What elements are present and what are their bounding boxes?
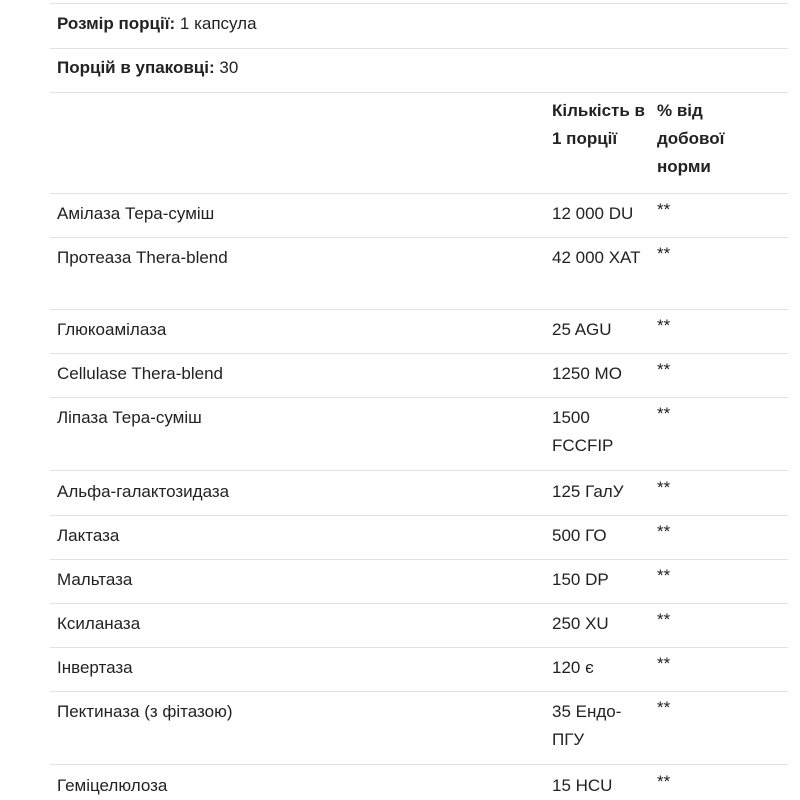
table-row [50,237,788,310]
serving-size-cell [57,10,257,38]
nutrient-name: Cellulase Thera-blend [57,364,224,383]
table-row [50,764,788,800]
nutrient-amount: 125 ГалУ [552,482,624,501]
column-header-row [50,92,788,194]
nutrient-name: Ліпаза Тера-суміш [57,408,202,427]
table-row [50,559,788,604]
nutrient-daily-value: ** [657,360,671,379]
nutrient-daily-value: ** [657,404,671,423]
nutrient-daily-value: ** [657,200,671,219]
nutrient-amount: 250 XU [552,614,609,633]
nutrient-name: Мальтаза [57,570,133,589]
nutrient-amount: 1500 FCCFIP [552,408,614,455]
nutrient-amount: 120 є [552,658,594,677]
nutrient-name: Глюкоамілаза [57,320,167,339]
nutrient-daily-value: ** [657,244,671,263]
table-row [50,691,788,765]
nutrient-amount: 1250 MO [552,364,622,383]
table-row [50,603,788,648]
nutrient-amount: 500 ГО [552,526,607,545]
table-row [50,397,788,471]
nutrient-name: Амілаза Тера-суміш [57,204,215,223]
nutrient-daily-value: ** [657,610,671,629]
nutrient-amount: 12 000 DU [552,204,634,223]
serving-size-row [50,4,788,49]
servings-per-container-value: 30 [219,58,239,77]
serving-size-label: Розмір порції: [57,14,176,33]
servings-per-container-row [50,48,788,93]
nutrient-daily-value: ** [657,316,671,335]
nutrient-daily-value: ** [657,772,671,791]
nutrient-name: Інвертаза [57,658,133,677]
serving-size-value: 1 капсула [179,14,257,33]
table-row [50,515,788,560]
nutrient-daily-value: ** [657,478,671,497]
nutrient-name: Ксиланаза [57,614,141,633]
table-row [50,647,788,692]
amount-header: Кількість в 1 порції [552,101,645,148]
nutrient-name: Геміцелюлоза [57,776,168,795]
nutrient-name: Пектиназа (з фітазою) [57,702,233,721]
table-row [50,193,788,238]
nutrient-daily-value: ** [657,566,671,585]
servings-per-container-label: Порцій в упаковці: [57,58,215,77]
servings-per-container-cell [57,54,238,82]
daily-value-header: % від добової норми [657,101,725,176]
nutrient-amount: 150 DP [552,570,609,589]
nutrient-daily-value: ** [657,654,671,673]
nutrient-daily-value: ** [657,698,671,717]
table-row [50,470,788,516]
nutrient-daily-value: ** [657,522,671,541]
nutrient-name: Протеаза Thera-blend [57,248,228,267]
table-row [50,309,788,354]
nutrient-name: Альфа-галактозидаза [57,482,230,501]
nutrient-name: Лактаза [57,526,120,545]
nutrient-amount: 42 000 ХАТ [552,248,641,267]
table-row [50,353,788,398]
nutrient-amount: 25 AGU [552,320,612,339]
nutrient-amount: 15 HCU [552,776,613,795]
nutrient-amount: 35 Ендо-ПГУ [552,702,622,749]
